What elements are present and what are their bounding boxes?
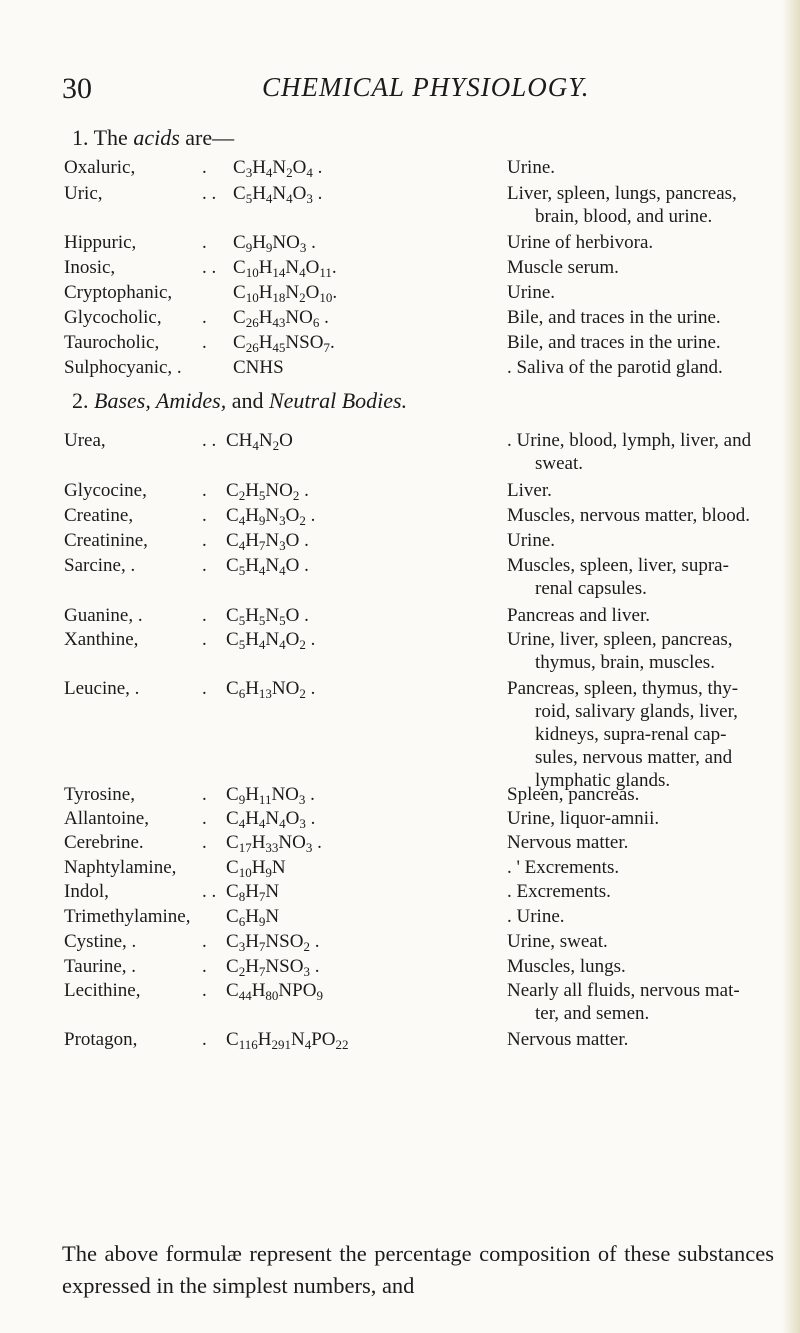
source-line: . Saliva of the parotid gland. xyxy=(507,357,723,378)
substance-name: Indol, xyxy=(64,881,109,902)
source-line: kidneys, supra-renal cap- xyxy=(535,724,727,745)
source-line: Urine, sweat. xyxy=(507,931,608,952)
source-line: thymus, brain, muscles. xyxy=(535,652,715,673)
occurrence-source xyxy=(507,677,772,792)
leader-dots: . . xyxy=(202,183,217,204)
substance-name: Allantoine, xyxy=(64,808,149,829)
leader-dots: . xyxy=(202,307,207,328)
body-paragraph: The above formulæ represent the percentage composition of these substances expressed in the simplest numbers, and xyxy=(62,1241,774,1298)
leader-dots: . xyxy=(202,678,207,699)
substance-name: Oxaluric, xyxy=(64,157,136,178)
occurrence-source xyxy=(507,231,772,254)
occurrence-source xyxy=(507,306,772,329)
substance-name: Glycocine, xyxy=(64,480,147,501)
source-line: ter, and semen. xyxy=(535,1003,650,1024)
page-number: 30 xyxy=(62,72,92,105)
substance-name: Creatinine, xyxy=(64,530,148,551)
leader-dots: . xyxy=(202,505,207,526)
substance-name: Cerebrine. xyxy=(64,832,144,853)
leader-dots: . xyxy=(202,1029,207,1050)
source-line: Nearly all fluids, nervous mat- xyxy=(507,980,740,1001)
substance-name: Uric, xyxy=(64,183,103,204)
source-line: Liver, spleen, lungs, pancreas, xyxy=(507,183,737,204)
leader-dots: . xyxy=(202,157,207,178)
substance-name: Sulphocyanic, . xyxy=(64,357,182,378)
leader-dots: . xyxy=(202,629,207,650)
chemical-formula: $C_4H_9N_3O_2$ . xyxy=(226,505,316,528)
source-line: Pancreas, spleen, thymus, thy- xyxy=(507,678,739,699)
occurrence-source xyxy=(507,479,772,502)
chemical-formula: $C_6H_{13}NO_2$ . xyxy=(226,678,316,701)
occurrence-source xyxy=(507,604,772,627)
source-line: Muscle serum. xyxy=(507,257,619,278)
occurrence-source xyxy=(507,504,772,527)
leader-dots: . xyxy=(202,980,207,1001)
source-line: Nervous matter. xyxy=(507,832,629,853)
chemical-formula: $C_5H_4N_4O_3$ . xyxy=(233,183,323,206)
chemical-formula: $C_{26}H_{45}NSO_7$. xyxy=(233,332,335,355)
leader-dots: . xyxy=(202,555,207,576)
source-line: sweat. xyxy=(535,453,584,474)
substance-name: Creatine, xyxy=(64,505,134,526)
chemical-formula: $C_{26}H_{43}NO_6$ . xyxy=(233,307,329,330)
substance-name: Naphtylamine, xyxy=(64,857,177,878)
source-line: Urine, liquor-amnii. xyxy=(507,808,660,829)
substance-name: Guanine, . xyxy=(64,605,143,626)
substance-name: Hippuric, xyxy=(64,232,137,253)
chemical-formula: $C_{10}H_{18}N_2O_{10}$. xyxy=(233,282,338,305)
chemical-formula: $C_{17}H_{33}NO_3$ . xyxy=(226,832,322,855)
occurrence-source xyxy=(507,156,772,179)
substance-name: Urea, xyxy=(64,430,106,451)
source-line: Bile, and traces in the urine. xyxy=(507,307,721,328)
occurrence-source xyxy=(507,783,772,806)
substance-name: Tyrosine, xyxy=(64,784,135,805)
occurrence-source xyxy=(507,955,772,978)
leader-dots: . . xyxy=(202,257,217,278)
substance-name: Glycocholic, xyxy=(64,307,162,328)
substance-name: Trimethylamine, xyxy=(64,906,191,927)
occurrence-source xyxy=(507,256,772,279)
page-edge-shadow xyxy=(782,0,800,1333)
chemical-formula: $C_2H_5NO_2$ . xyxy=(226,480,309,503)
occurrence-source xyxy=(507,356,772,379)
chemical-formula: $CH_4N_2O$ xyxy=(226,430,293,453)
chemical-formula: $C_9H_9NO_3$ . xyxy=(233,232,316,255)
occurrence-source xyxy=(507,905,772,928)
leader-dots: . xyxy=(202,530,207,551)
occurrence-source xyxy=(507,880,772,903)
chemical-formula: $C_{10}H_{14}N_4O_{11}$. xyxy=(233,257,337,280)
occurrence-source xyxy=(507,281,772,304)
source-line: roid, salivary glands, liver, xyxy=(535,701,738,722)
substance-name: Protagon, xyxy=(64,1029,138,1050)
source-line: Liver. xyxy=(507,480,552,501)
occurrence-source xyxy=(507,331,772,354)
leader-dots: . xyxy=(202,605,207,626)
occurrence-source xyxy=(507,856,772,879)
source-line: . Urine. xyxy=(507,906,565,927)
chemical-formula: $C_8H_7N$ xyxy=(226,881,280,904)
source-line: . ' Excrements. xyxy=(507,857,620,878)
source-line: Pancreas and liver. xyxy=(507,605,650,626)
source-line: Bile, and traces in the urine. xyxy=(507,332,721,353)
substance-name: Leucine, . xyxy=(64,678,140,699)
source-line: brain, blood, and urine. xyxy=(535,206,713,227)
substance-name: Inosic, xyxy=(64,257,116,278)
source-line: . Excrements. xyxy=(507,881,611,902)
occurrence-source xyxy=(507,429,772,475)
leader-dots: . xyxy=(202,332,207,353)
substance-name: Sarcine, . xyxy=(64,555,136,576)
chemical-formula: $C_9H_{11}NO_3$ . xyxy=(226,784,315,807)
section-1-title: 1. The acids are— xyxy=(72,125,235,150)
source-line: Urine of herbivora. xyxy=(507,232,654,253)
source-line: lymphatic glands. xyxy=(535,770,671,791)
source-line: Muscles, nervous matter, blood. xyxy=(507,505,751,526)
occurrence-source xyxy=(507,930,772,953)
occurrence-source xyxy=(507,628,772,674)
source-line: Muscles, lungs. xyxy=(507,956,626,977)
leader-dots: . . xyxy=(202,881,217,902)
section-2-title: 2. Bases, Amides, and Neutral Bodies. xyxy=(72,388,408,413)
source-line: Urine, liver, spleen, pancreas, xyxy=(507,629,733,650)
leader-dots: . xyxy=(202,232,207,253)
substance-name: Taurine, . xyxy=(64,956,137,977)
leader-dots: . xyxy=(202,832,207,853)
chemical-formula: $C_5H_4N_4O$ . xyxy=(226,555,309,578)
chemical-formula: $C_5H_5N_5O$ . xyxy=(226,605,309,628)
leader-dots: . xyxy=(202,808,207,829)
source-line: Urine. xyxy=(507,282,556,303)
substance-name: Cryptophanic, xyxy=(64,282,173,303)
occurrence-source xyxy=(507,1028,772,1051)
chemical-formula: $C_{44}H_{80}NPO_9$ xyxy=(226,980,323,1003)
source-line: Nervous matter. xyxy=(507,1029,629,1050)
chemical-formula: $C_6H_9N$ xyxy=(226,906,280,929)
source-line: Urine. xyxy=(507,157,556,178)
occurrence-source xyxy=(507,529,772,552)
source-line: Muscles, spleen, liver, supra- xyxy=(507,555,729,576)
chemical-formula: $C_3H_4N_2O_4$ . xyxy=(233,157,323,180)
chemical-formula: CNHS xyxy=(233,357,284,378)
occurrence-source xyxy=(507,807,772,830)
source-line: sules, nervous matter, and xyxy=(535,747,733,768)
leader-dots: . xyxy=(202,931,207,952)
substance-name: Cystine, . xyxy=(64,931,137,952)
substance-name: Lecithine, xyxy=(64,980,141,1001)
occurrence-source xyxy=(507,979,772,1025)
running-head: CHEMICAL PHYSIOLOGY. xyxy=(262,72,590,102)
chemical-formula: $C_{116}H_{291}N_4PO_{22}$ xyxy=(226,1029,349,1052)
source-line: . Urine, blood, lymph, liver, and xyxy=(507,430,752,451)
leader-dots: . xyxy=(202,956,207,977)
chemical-formula: $C_2H_7NSO_3$ . xyxy=(226,956,320,979)
leader-dots: . . xyxy=(202,430,217,451)
leader-dots: . xyxy=(202,784,207,805)
chemical-formula: $C_5H_4N_4O_2$ . xyxy=(226,629,316,652)
chemical-formula: $C_3H_7NSO_2$ . xyxy=(226,931,320,954)
occurrence-source xyxy=(507,554,772,600)
source-line: renal capsules. xyxy=(535,578,647,599)
chemical-formula: $C_4H_4N_4O_3$ . xyxy=(226,808,316,831)
substance-name: Xanthine, xyxy=(64,629,139,650)
source-line: Urine. xyxy=(507,530,556,551)
occurrence-source xyxy=(507,831,772,854)
chemical-formula: $C_4H_7N_3O$ . xyxy=(226,530,309,553)
source-line: Spleen, pancreas. xyxy=(507,784,640,805)
occurrence-source xyxy=(507,182,772,228)
chemical-formula: $C_{10}H_9N$ xyxy=(226,857,286,880)
substance-name: Taurocholic, xyxy=(64,332,160,353)
leader-dots: . xyxy=(202,480,207,501)
